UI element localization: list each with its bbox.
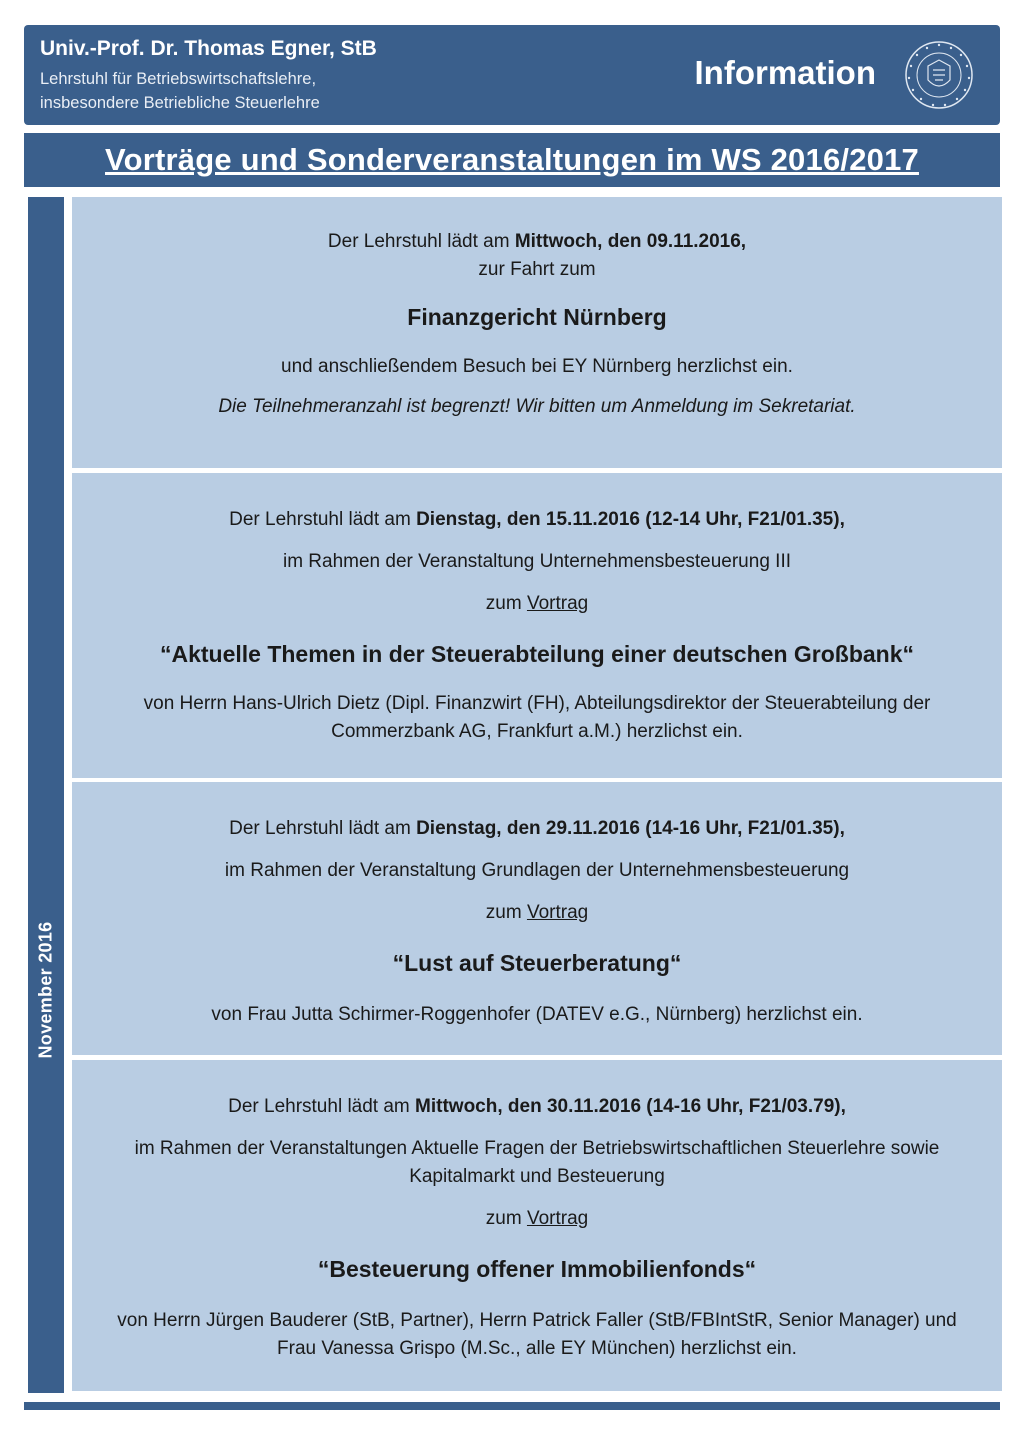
event-title: “Besteuerung offener Immobilienfonds“ — [317, 1256, 757, 1282]
chair-description — [40, 67, 320, 115]
event-card-2 — [72, 473, 1002, 778]
event-speaker: von Herrn Hans-Ulrich Dietz (Dipl. Finanzwirt (FH), Abteilungsdirektor der Steuerabteilung der Commerzbank AG, Frankfurt a.M.) herzlichst ein. — [143, 693, 931, 742]
event-note: Die Teilnehmeranzahl ist begrenzt! Wir bitten um Anmeldung im Sekretariat. — [218, 396, 856, 417]
event-card-1 — [72, 197, 1002, 468]
event-zum-vortrag: zum Vortrag — [485, 902, 589, 923]
footer-bar — [24, 1402, 1000, 1410]
event-title: Finanzgericht Nürnberg — [407, 304, 667, 330]
event-intro: Der Lehrstuhl lädt am Dienstag, den 15.11.2016 (12-14 Uhr, F21/01.35), — [229, 509, 845, 530]
event-speaker: von Frau Jutta Schirmer-Roggenhofer (DATEV e.G., Nürnberg) herzlichst ein. — [211, 1004, 863, 1025]
event-line: und anschließendem Besuch bei EY Nürnberg herzlichst ein. — [281, 356, 793, 377]
event-date: Mittwoch, den 30.11.2016 (14-16 Uhr, F21/03.79), — [415, 1096, 846, 1117]
title-bar — [24, 133, 1000, 187]
event-zum-vortrag: zum Vortrag — [485, 593, 589, 614]
event-title: “Lust auf Steuerberatung“ — [392, 950, 682, 976]
event-title: “Aktuelle Themen in der Steuerabteilung einer deutschen Großbank“ — [159, 641, 915, 667]
event-card-3 — [72, 782, 1002, 1055]
information-label: Information — [694, 54, 876, 91]
event-intro: Der Lehrstuhl lädt am Mittwoch, den 09.11.2016, — [327, 231, 747, 252]
month-sidebar — [28, 197, 64, 1393]
event-date: Dienstag, den 15.11.2016 (12-14 Uhr, F21/01.35), — [416, 509, 845, 530]
event-line: im Rahmen der Veranstaltungen Aktuelle Fragen der Betriebswirtschaftlichen Steuerlehre sowie Kapitalmarkt und Besteuerung — [134, 1138, 940, 1187]
chair-line-2: insbesondere Betriebliche Steuerlehre — [40, 94, 320, 112]
event-line: zur Fahrt zum — [478, 259, 596, 280]
event-speaker: von Herrn Jürgen Bauderer (StB, Partner), Herrn Patrick Faller (StB/FBIntStR, Senior Manager) und Frau Vanessa Grispo (M.Sc., alle EY München) herzlichst ein. — [117, 1310, 957, 1359]
event-card-4 — [72, 1060, 1002, 1391]
event-intro: Der Lehrstuhl lädt am Dienstag, den 29.11.2016 (14-16 Uhr, F21/01.35), — [229, 818, 845, 839]
event-line: im Rahmen der Veranstaltung Grundlagen der Unternehmensbesteuerung — [224, 860, 850, 881]
university-seal-icon — [904, 40, 974, 110]
event-date: Dienstag, den 29.11.2016 (14-16 Uhr, F21/01.35), — [416, 818, 845, 839]
professor-name: Univ.-Prof. Dr. Thomas Egner, StB — [40, 37, 377, 60]
event-line: im Rahmen der Veranstaltung Unternehmensbesteuerung III — [282, 551, 792, 572]
page-title: Vorträge und Sonderveranstaltungen im WS 2016/2017 — [105, 142, 919, 177]
event-zum-vortrag: zum Vortrag — [485, 1208, 589, 1229]
chair-line-1: Lehrstuhl für Betriebswirtschaftslehre, — [40, 70, 317, 88]
month-label: November 2016 — [35, 921, 56, 1059]
header-banner — [24, 25, 1000, 125]
event-intro: Der Lehrstuhl lädt am Mittwoch, den 30.11.2016 (14-16 Uhr, F21/03.79), — [228, 1096, 846, 1117]
event-date: Mittwoch, den 09.11.2016, — [514, 231, 747, 252]
